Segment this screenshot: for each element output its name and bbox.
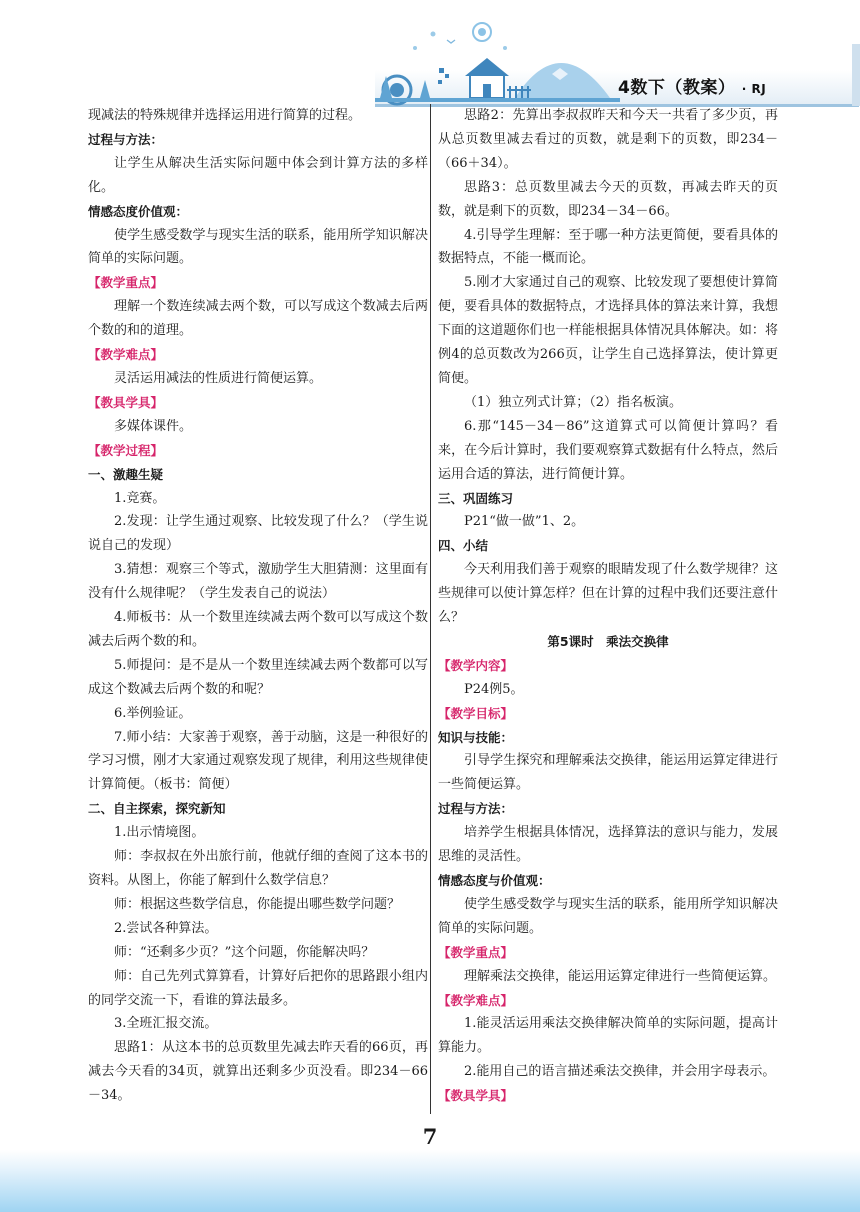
paragraph: 5.师提问：是不是从一个数里连续减去两个数都可以写成这个数减去后两个数的和呢？ [88,657,428,697]
section-tag: 【教学内容】 [438,657,514,673]
paragraph: 3.猜想：观察三个等式，激励学生大胆猜测：这里面有没有什么规律呢？（学生发表自己的说法） [88,562,428,602]
paragraph: 4.师板书：从一个数里连续减去两个数可以写成这个数减去后两个数的和。 [88,610,428,649]
paragraph: 6.举例验证。 [114,705,192,721]
section-tag: 【教学重点】 [438,944,514,960]
paragraph: 灵活运用减法的性质进行简便运算。 [114,370,323,386]
town-illustration [375,8,620,106]
paragraph: 师：自己先列式算算看，计算好后把你的思路跟小组内的同学交流一下，看谁的算法最多。 [88,968,428,1008]
section-tag: 【教学难点】 [88,347,164,363]
section-heading: 过程与方法： [438,801,514,817]
section-heading: 二、自主探索，探究新知 [88,801,226,817]
paragraph: 多媒体课件。 [114,418,193,434]
section-heading: 一、激趣生疑 [88,466,164,482]
paragraph: 使学生感受数学与现实生活的联系，能用所学知识解决简单的实际问题。 [88,227,428,267]
paragraph: 师：李叔叔在外出旅行前，他就仔细的查阅了这本书的资料。从图上，你能了解到什么数学信息？ [88,849,428,888]
section-heading: 情感态度与价值观： [438,873,551,888]
paragraph: 思路1：从这本书的总页数里先减去昨天看的66页，再减去今天看的34页，就算出还剩多少页没看。即234－66－34。 [88,1040,428,1104]
paragraph: 1.竞赛。 [114,490,166,506]
paragraph: 引导学生探究和理解乘法交换律，能运用运算定律进行一些简便运算。 [438,753,778,793]
paragraph: 理解乘法交换律，能运用运算定律进行一些简便运算。 [464,968,777,984]
section-heading: 知识与技能： [438,729,514,745]
section-heading: 三、巩固练习 [438,490,514,506]
left-column [88,104,428,1108]
paragraph: （1）独立列式计算；（2）指名板演。 [464,394,683,410]
book-title [618,73,766,99]
paragraph: 理解一个数连续减去两个数，可以写成这个数减去后两个数的和的道理。 [88,299,428,339]
paragraph: 6.那“145－34－86”这道算式可以简便计算吗？看来，在今后计算时，我们要观察算式数据有什么特点，然后运用合适的算法，进行简便计算。 [438,418,778,482]
footer-band [0,1150,860,1212]
book-series: · RJ [741,82,767,96]
paragraph: 4.引导学生理解：至于哪一种方法更简便，要看具体的数据特点，不能一概而论。 [438,227,778,267]
lesson-title: 第5课时 乘法交换律 [547,633,669,649]
paragraph: 使学生感受数学与现实生活的联系，能用所学知识解决简单的实际问题。 [438,896,778,936]
section-tag: 【教学目标】 [438,705,514,721]
paragraph: 3.全班汇报交流。 [114,1016,218,1032]
paragraph: P24例5。 [464,681,524,697]
section-tag: 【教学重点】 [88,275,164,291]
page-header [0,0,860,110]
paragraph: 让学生从解决生活实际问题中体会到计算方法的多样化。 [88,155,428,195]
header-edge-strip [852,44,860,106]
paragraph: 1.能灵活运用乘法交换律解决简单的实际问题，提高计算能力。 [438,1016,778,1056]
paragraph: 师：“还剩多少页？”这个问题，你能解决吗？ [114,944,375,960]
paragraph: 培养学生根据具体情况，选择算法的意识与能力，发展思维的灵活性。 [438,825,778,865]
column-divider [430,104,431,1114]
section-heading: 四、小结 [438,538,489,554]
paragraph: 师：根据这些数学信息，你能提出哪些数学问题？ [114,896,401,912]
paragraph: 今天利用我们善于观察的眼睛发现了什么数学规律？这些规律可以使计算怎样？但在计算的过程中我们还要注意什么？ [438,562,778,626]
section-heading: 情感态度价值观： [88,203,189,219]
section-tag: 【教学难点】 [438,992,514,1008]
section-tag: 【教学过程】 [88,442,164,458]
paragraph: P21“做一做”1、2。 [464,514,585,530]
paragraph: 现减法的特殊规律并选择运用进行简算的过程。 [88,108,362,123]
paragraph: 1.出示情境图。 [114,825,205,841]
section-heading: 过程与方法： [88,131,164,147]
section-tag: 【教具学具】 [438,1088,514,1104]
right-column [438,104,778,1108]
paragraph: 2.能用自己的语言描述乘法交换律，并会用字母表示。 [464,1064,776,1080]
paragraph: 2.发现：让学生通过观察、比较发现了什么？（学生说说自己的发现） [88,514,428,554]
paragraph: 2.尝试各种算法。 [114,920,218,936]
paragraph: 思路2：先算出李叔叔昨天和今天一共看了多少页，再从总页数里减去看过的页数，就是剩下的页数，即234－（66＋34）。 [438,108,778,171]
paragraph: 7.师小结：大家善于观察，善于动脑，这是一种很好的学习习惯，刚才大家通过观察发现了规律，利用这些规律使计算简便。（板书：简便） [88,729,428,793]
section-tag: 【教具学具】 [88,394,164,410]
paragraph: 思路3：总页数里减去今天的页数，再减去昨天的页数，就是剩下的页数，即234－34－66。 [438,179,778,219]
paragraph: 5.刚才大家通过自己的观察、比较发现了要想使计算简便，要看具体的数据特点，才选择具体的算法来计算，我想下面的这道题你们也一样能根据具体情况具体解决。如：将例4的总页数改为266页，让学生自己选择算法，使计算更简便。 [438,275,778,386]
page-number: 7 [422,1124,438,1149]
book-title-text: 4数下（教案） [618,78,736,98]
